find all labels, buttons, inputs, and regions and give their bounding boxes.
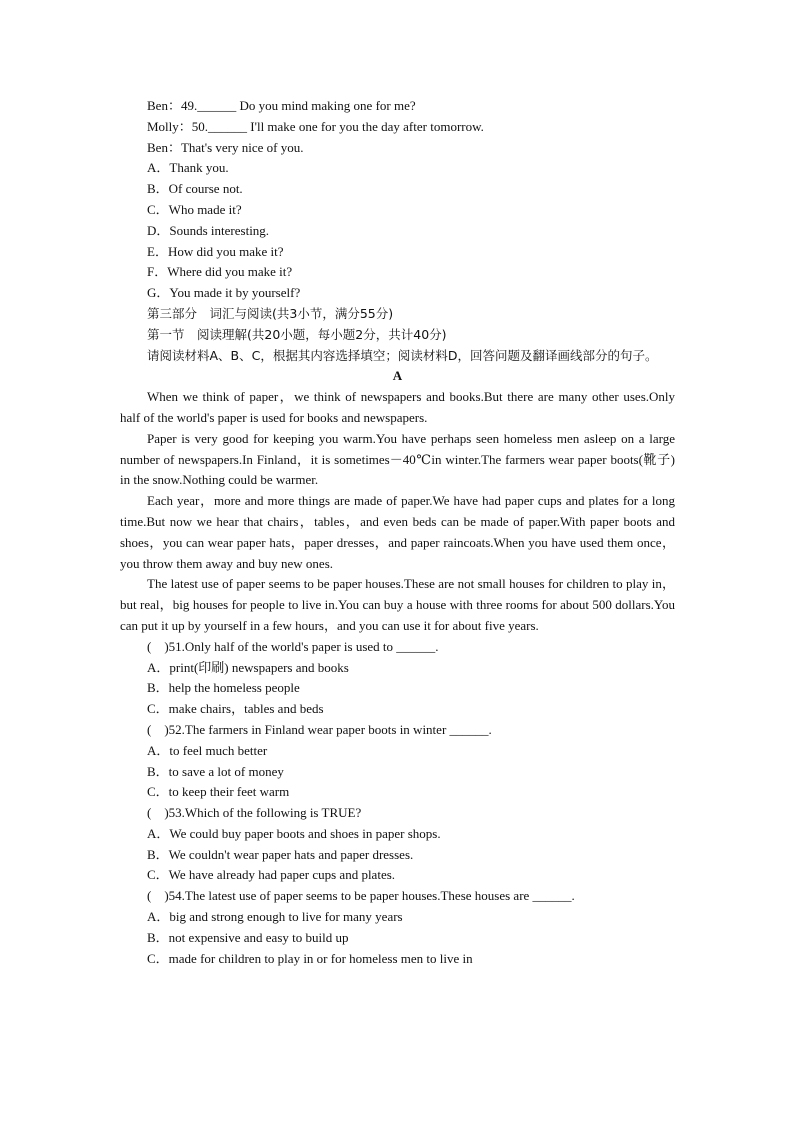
section-heading: 第三部分 词汇与阅读(共3小节，满分55分) — [147, 305, 394, 321]
dialogue-option: F．Where did you make it? — [147, 264, 293, 280]
question-stem: ( )54.The latest use of paper seems to be paper houses.These houses are ______. — [147, 888, 575, 904]
subsection-heading: 第一节 阅读理解(共20小题，每小题2分，共计40分) — [147, 326, 447, 342]
passage-paragraph: Each year，more and more things are made of paper.We have had paper cups and plates for a long time.But now we hear that chairs，tables，and even beds can be made of paper.With paper boots and shoes，you can wear paper hats，paper dresses，and paper raincoats.When you have used them once，you throw them away and buy new ones. — [120, 493, 675, 571]
question-stem: ( )51.Only half of the world's paper is used to ______. — [147, 638, 439, 654]
passage-paragraph: When we think of paper，we think of newspapers and books.But there are many other uses.Only half of the world's paper is used for books and newspapers. — [120, 389, 675, 425]
question-option: B．not expensive and easy to build up — [147, 929, 349, 945]
dialogue-option: C．Who made it? — [147, 201, 242, 217]
passage-paragraph: Paper is very good for keeping you warm.You have perhaps seen homeless men asleep on a large number of newspapers.In Finland，it is sometimes－40℃in winter.The farmers wear paper boots(靴子) in the snow.Nothing could be warmer. — [120, 430, 675, 488]
question-option: A．We could buy paper boots and shoes in paper shops. — [147, 825, 441, 841]
dialogue-option: G．You made it by yourself? — [147, 285, 301, 301]
question-option: C．We have already had paper cups and plates. — [147, 867, 396, 883]
dialogue-option: B．Of course not. — [147, 181, 243, 197]
document-page — [120, 96, 675, 969]
question-option: C．to keep their feet warm — [147, 784, 290, 800]
question-option: B．We couldn't wear paper hats and paper dresses. — [147, 846, 414, 862]
question-option: B．help the homeless people — [147, 680, 300, 696]
question-stem: ( )53.Which of the following is TRUE? — [147, 805, 362, 821]
passage-title: A — [392, 368, 403, 384]
question-option: B．to save a lot of money — [147, 763, 284, 779]
question-option: A．big and strong enough to live for many years — [147, 909, 403, 925]
question-option: A．print(印刷) newspapers and books — [147, 659, 349, 675]
question-option: C．made for children to play in or for homeless men to live in — [147, 950, 473, 966]
dialogue-option: E．How did you make it? — [147, 243, 284, 259]
question-option: C．make chairs，tables and beds — [147, 701, 324, 717]
passage-paragraph: The latest use of paper seems to be paper houses.These are not small houses for children to play in，but real，big houses for people to live in.You can buy a house with three rooms for about 500 dollars.You can put it up by yourself in a few hours，and you can use it for about five years. — [120, 576, 675, 633]
dialogue-line: Ben：49.______ Do you mind making one for me? — [147, 98, 416, 113]
dialogue-option: A．Thank you. — [147, 160, 229, 176]
dialogue-line: Molly：50.______ I'll make one for you the day after tomorrow. — [147, 118, 484, 134]
dialogue-option: D．Sounds interesting. — [147, 222, 270, 238]
dialogue-line: Ben：That's very nice of you. — [147, 139, 304, 155]
question-stem: ( )52.The farmers in Finland wear paper boots in winter ______. — [147, 721, 492, 737]
instructions: 请阅读材料A、B、C，根据其内容选择填空；阅读材料D，回答问题及翻译画线部分的句子。 — [147, 347, 658, 363]
question-option: A．to feel much better — [147, 742, 268, 758]
